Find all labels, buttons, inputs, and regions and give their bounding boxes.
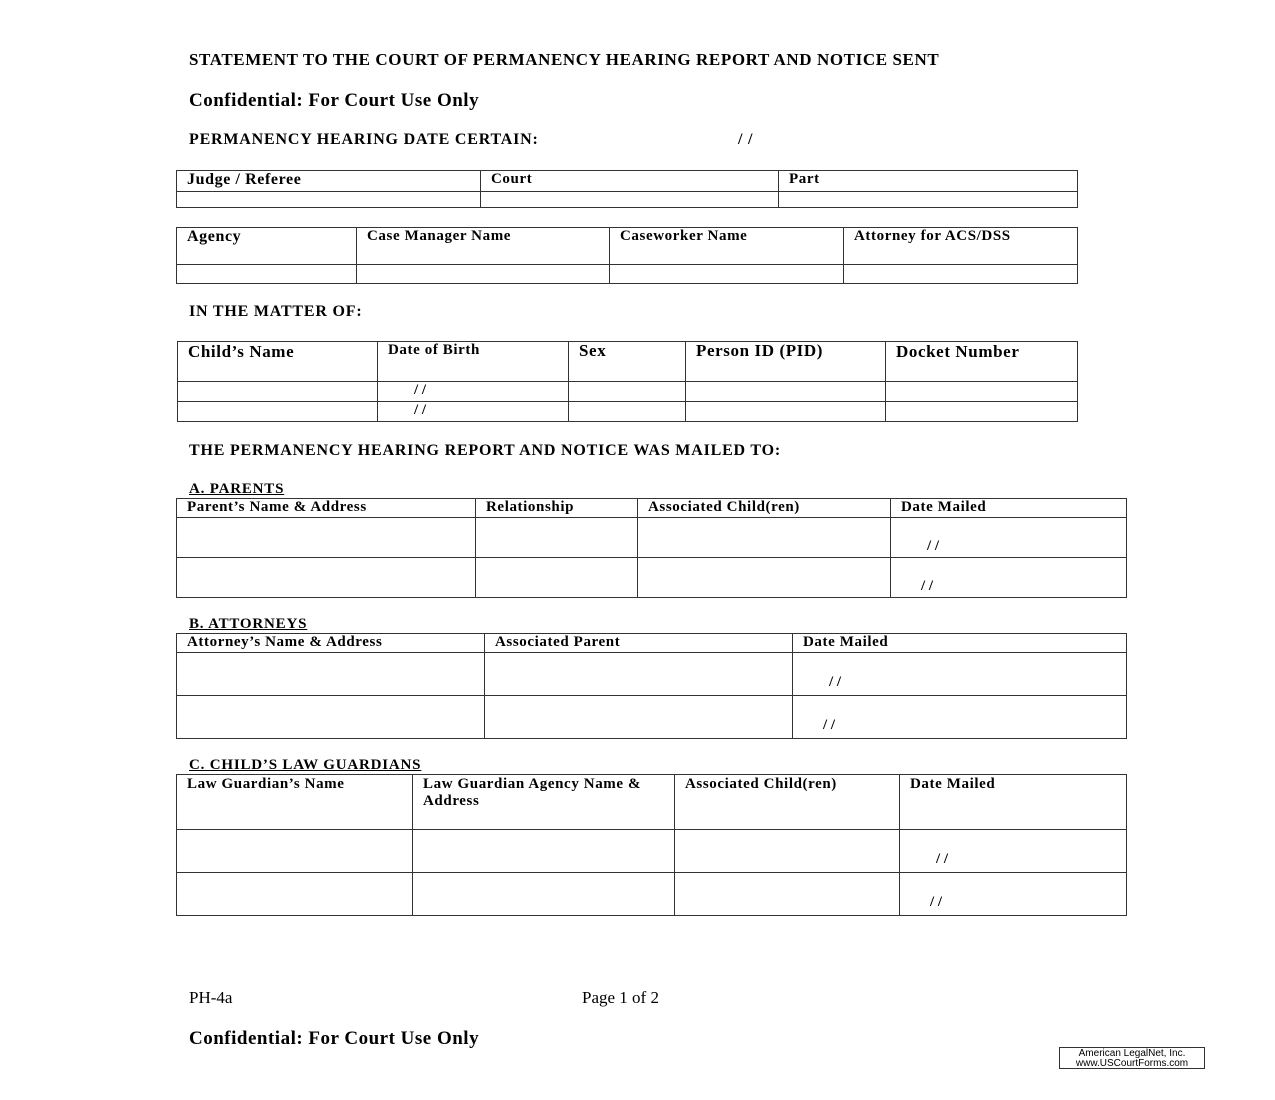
date-mailed-header: Date Mailed <box>891 499 1127 518</box>
child-name-header: Child’s Name <box>178 342 378 382</box>
mailed-heading: THE PERMANENCY HEARING REPORT AND NOTICE WAS MAILED TO: <box>189 442 781 459</box>
associated-parent-field[interactable] <box>485 653 793 696</box>
caseworker-field[interactable] <box>610 265 844 284</box>
date-mailed-field[interactable] <box>891 558 1127 598</box>
children-table <box>177 341 1078 422</box>
docket-field[interactable] <box>886 402 1078 422</box>
dob-field[interactable] <box>378 382 569 402</box>
agency-header: Agency <box>177 228 357 265</box>
parents-label: A. PARENTS <box>189 481 285 497</box>
court-table <box>176 170 1078 208</box>
docket-header: Docket Number <box>886 342 1078 382</box>
pid-field[interactable] <box>686 402 886 422</box>
relationship-field[interactable] <box>476 518 638 558</box>
parents-table <box>176 498 1127 598</box>
associated-parent-field[interactable] <box>485 696 793 739</box>
dob-placeholder: / / <box>414 382 427 398</box>
parent-name-header: Parent’s Name & Address <box>177 499 476 518</box>
date-placeholder: / / <box>829 674 842 690</box>
associated-children-field[interactable] <box>675 873 900 916</box>
part-field[interactable] <box>779 192 1078 208</box>
confidential-notice: Confidential: For Court Use Only <box>189 90 480 111</box>
attorney-name-header: Attorney’s Name & Address <box>177 634 485 653</box>
attorney-name-field[interactable] <box>177 653 485 696</box>
guardian-name-header: Law Guardian’s Name <box>177 775 413 830</box>
date-placeholder: / / <box>921 578 934 594</box>
attorney-acs-header: Attorney for ACS/DSS <box>844 228 1078 265</box>
parent-name-field[interactable] <box>177 558 476 598</box>
date-mailed-field[interactable] <box>793 696 1127 739</box>
associated-children-header: Associated Child(ren) <box>638 499 891 518</box>
agency-table <box>176 227 1078 284</box>
judge-referee-field[interactable] <box>177 192 481 208</box>
associated-children-header: Associated Child(ren) <box>675 775 900 830</box>
date-mailed-field[interactable] <box>891 518 1127 558</box>
guardian-name-field[interactable] <box>177 873 413 916</box>
attorney-name-field[interactable] <box>177 696 485 739</box>
attorneys-label: B. ATTORNEYS <box>189 616 308 632</box>
date-mailed-field[interactable] <box>793 653 1127 696</box>
guardian-agency-field[interactable] <box>413 830 675 873</box>
dob-header: Date of Birth <box>378 342 569 382</box>
case-manager-header: Case Manager Name <box>357 228 610 265</box>
dob-placeholder: / / <box>414 402 427 418</box>
agency-field[interactable] <box>177 265 357 284</box>
sex-field[interactable] <box>569 382 686 402</box>
date-mailed-field[interactable] <box>900 830 1127 873</box>
docket-field[interactable] <box>886 382 1078 402</box>
publisher-url: www.USCourtForms.com <box>1075 1058 1189 1069</box>
case-manager-field[interactable] <box>357 265 610 284</box>
caseworker-header: Caseworker Name <box>610 228 844 265</box>
pid-header: Person ID (PID) <box>686 342 886 382</box>
publisher-name: American LegalNet, Inc. <box>1078 1048 1186 1059</box>
date-mailed-field[interactable] <box>900 873 1127 916</box>
associated-children-field[interactable] <box>675 830 900 873</box>
attorney-acs-field[interactable] <box>844 265 1078 284</box>
court-field[interactable] <box>481 192 779 208</box>
judge-referee-header: Judge / Referee <box>177 171 481 192</box>
part-header: Part <box>779 171 1078 192</box>
date-mailed-header: Date Mailed <box>900 775 1127 830</box>
relationship-field[interactable] <box>476 558 638 598</box>
date-placeholder: / / <box>823 717 836 733</box>
date-mailed-header: Date Mailed <box>793 634 1127 653</box>
child-name-field[interactable] <box>178 382 378 402</box>
publisher-badge <box>1059 1047 1205 1069</box>
document-title: STATEMENT TO THE COURT OF PERMANENCY HEARING REPORT AND NOTICE SENT <box>189 50 940 69</box>
guardian-agency-field[interactable] <box>413 873 675 916</box>
pid-field[interactable] <box>686 382 886 402</box>
associated-children-field[interactable] <box>638 518 891 558</box>
date-placeholder: / / <box>927 538 940 554</box>
hearing-date-label: PERMANENCY HEARING DATE CERTAIN: <box>189 131 539 148</box>
guardian-name-field[interactable] <box>177 830 413 873</box>
guardians-table <box>176 774 1127 916</box>
associated-children-field[interactable] <box>638 558 891 598</box>
footer-confidential-notice: Confidential: For Court Use Only <box>189 1028 480 1049</box>
date-placeholder: / / <box>936 851 949 867</box>
guardians-label: C. CHILD’S LAW GUARDIANS <box>189 757 422 773</box>
matter-label: IN THE MATTER OF: <box>189 303 363 320</box>
parent-name-field[interactable] <box>177 518 476 558</box>
attorneys-table <box>176 633 1127 739</box>
sex-header: Sex <box>569 342 686 382</box>
child-name-field[interactable] <box>178 402 378 422</box>
guardian-agency-header: Law Guardian Agency Name & Address <box>413 775 675 830</box>
associated-parent-header: Associated Parent <box>485 634 793 653</box>
date-placeholder: / / <box>930 894 943 910</box>
dob-field[interactable] <box>378 402 569 422</box>
form-id: PH-4a <box>189 988 233 1007</box>
page-number: Page 1 of 2 <box>582 988 659 1007</box>
court-header: Court <box>481 171 779 192</box>
sex-field[interactable] <box>569 402 686 422</box>
relationship-header: Relationship <box>476 499 638 518</box>
hearing-date-field[interactable]: / / <box>738 131 754 148</box>
